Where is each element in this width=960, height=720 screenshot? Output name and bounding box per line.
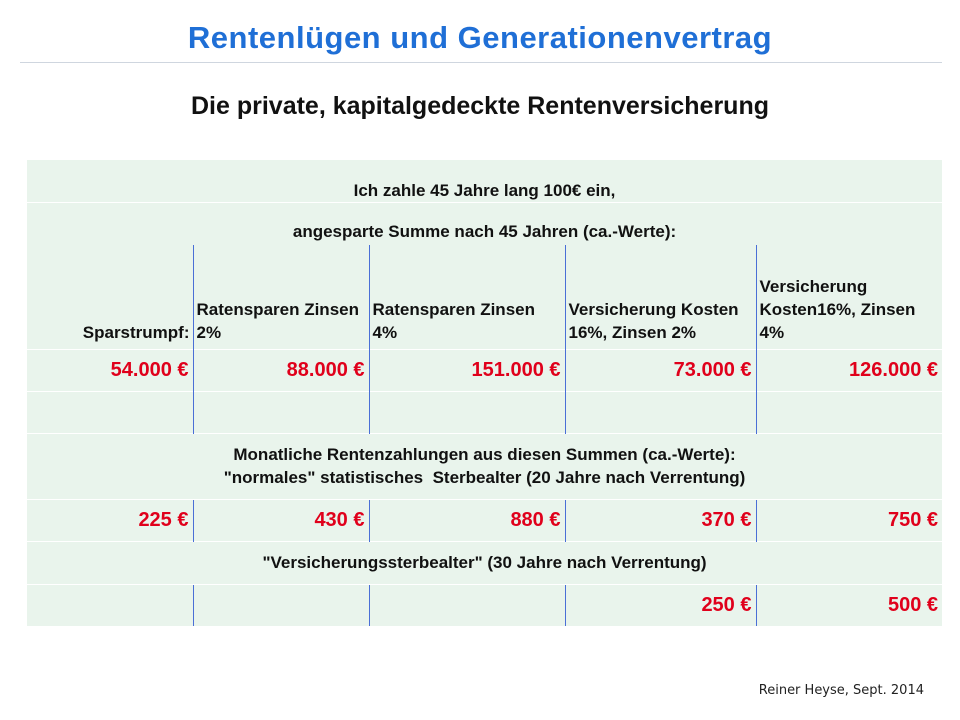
empty-row [27,391,942,433]
empty-cell [193,391,369,433]
sum-cell: 88.000 € [193,349,369,391]
column-header: Versicherung Kosten16%, Zinsen 4% [756,245,942,349]
monthly-heading-line-2: "normales" statistisches Sterbealter (20 Jahre nach Verrentung) [223,468,746,487]
page-title: Rentenlügen und Generationenvertrag [187,20,773,55]
insurance-heading: "Versicherungssterbealter" (30 Jahre nach Verrentung) [27,541,942,584]
monthly-values-row [27,499,942,541]
monthly-value-cell: 370 € [565,499,756,541]
monthly-heading-line-1: Monatliche Rentenzahlungen aus diesen Summen (ca.-Werte): [233,445,736,464]
empty-cell [565,391,756,433]
column-header-row [27,245,942,349]
pension-table [27,160,942,626]
sum-cell: 126.000 € [756,349,942,391]
insurance-value-cell [369,584,565,626]
intro-line-2: angesparte Summe nach 45 Jahren (ca.-Werte): [27,202,942,245]
sum-cell: 151.000 € [369,349,565,391]
page-subtitle: Die private, kapitalgedeckte Rentenversicherung [191,92,769,120]
monthly-value-cell: 750 € [756,499,942,541]
empty-cell [756,391,942,433]
column-header: Sparstrumpf: [27,245,193,349]
insurance-value-cell [27,584,193,626]
intro-line-1: Ich zahle 45 Jahre lang 100€ ein, [27,160,942,202]
insurance-value-cell: 250 € [565,584,756,626]
empty-cell [27,391,193,433]
column-header: Versicherung Kosten 16%, Zinsen 2% [565,245,756,349]
author-footer: Reiner Heyse, Sept. 2014 [758,683,924,698]
insurance-values-row [27,584,942,626]
insurance-value-cell: 500 € [756,584,942,626]
column-header: Ratensparen Zinsen 4% [369,245,565,349]
sums-row [27,349,942,391]
sum-cell: 54.000 € [27,349,193,391]
column-header: Ratensparen Zinsen 2% [193,245,369,349]
monthly-heading [27,433,942,499]
monthly-value-cell: 225 € [27,499,193,541]
insurance-value-cell [193,584,369,626]
empty-cell [369,391,565,433]
monthly-value-cell: 430 € [193,499,369,541]
title-divider [20,62,942,63]
sum-cell: 73.000 € [565,349,756,391]
monthly-value-cell: 880 € [369,499,565,541]
